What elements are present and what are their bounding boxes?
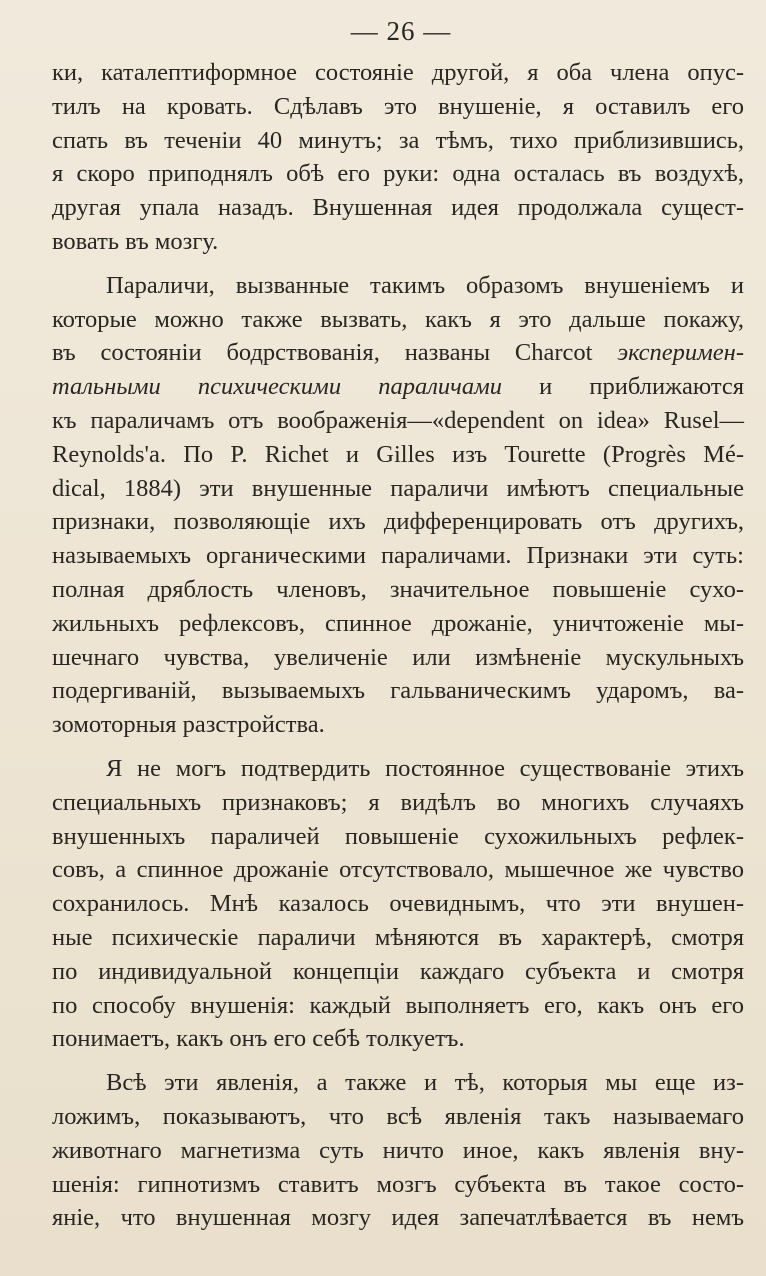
text-run: и приближаются — [501, 373, 744, 401]
paragraph — [52, 1066, 744, 1235]
text-line: понимаетъ, какъ онъ его себѣ толкуетъ. — [52, 1025, 465, 1053]
text-line: къ параличамъ отъ воображенiя—«dependent on idea» Rusel— — [52, 406, 744, 434]
text-line: Всѣ эти явленiя, а также и тѣ, которыя мы еще из- — [106, 1069, 744, 1097]
text-line: по способу внушенiя: каждый выполняетъ его, какъ онъ его — [52, 991, 744, 1019]
paragraph-gap — [52, 742, 744, 752]
text-line: другая упала назадъ. Внушенная идея продолжала сущест- — [52, 194, 744, 222]
text-line: шечнаго чувства, увеличенiе или измѣненiе мускульныхъ — [52, 643, 744, 671]
paragraph — [52, 752, 744, 1056]
text-line: вовать въ мозгу. — [52, 227, 219, 255]
paragraph — [52, 269, 744, 742]
text-line: жильныхъ рефлексовъ, спинное дрожанiе, уничтоженiе мы- — [52, 609, 744, 637]
text-line — [52, 370, 744, 404]
text-line: шенiя: гипнотизмъ ставитъ мозгъ субъекта въ такое состо- — [52, 1170, 744, 1198]
text-line: полная дряблость членовъ, значительное повышенiе сухо- — [52, 575, 744, 603]
text-line: которые можно также вызвать, какъ я это дальше покажу, — [52, 305, 744, 333]
text-line — [52, 336, 744, 370]
text-line: Я не могъ подтвердить постоянное существованiе этихъ — [106, 754, 744, 782]
text-line: внушенныхъ параличей повышенiе сухожильныхъ рефлек- — [52, 822, 744, 850]
text-line: животнаго магнетизма суть ничто иное, какъ явленiя вну- — [52, 1136, 744, 1164]
text-line: ки, каталептиформное состоянiе другой, я оба члена опус- — [52, 59, 744, 86]
text-line: сохранилось. Мнѣ казалось очевиднымъ, что эти внушен- — [52, 890, 744, 918]
text-line: dical, 1884) эти внушенные параличи имѣютъ специальные — [52, 474, 744, 502]
text-line: зомоторныя разстройства. — [52, 711, 325, 739]
text-line: признаки, позволяющiе ихъ дифференцировать отъ другихъ, — [52, 508, 744, 536]
body-text — [52, 56, 744, 1235]
text-line: специальныхъ признаковъ; я видѣлъ во многихъ случаяхъ — [52, 788, 744, 816]
italic-term: тальными психическими параличами — [52, 373, 502, 401]
paragraph — [52, 56, 744, 259]
text-line: называемыхъ органическими параличами. Признаки эти суть: — [52, 542, 744, 570]
text-run: въ состоянiи бодрствованiя, названы Charcot — [52, 339, 618, 367]
text-line: ные психическiе параличи мѣняются въ характерѣ, смотря — [52, 923, 744, 951]
text-line: янiе, что внушенная мозгу идея запечатлѣвается въ немъ — [52, 1204, 744, 1232]
text-line: по индивидуальной концепцiи каждаго субъекта и смотря — [52, 957, 744, 985]
text-line: я скоро приподнялъ обѣ его руки: одна осталась въ воздухѣ, — [52, 160, 744, 188]
text-line: Параличи, вызванные такимъ образомъ внушенiемъ и — [106, 271, 744, 299]
paragraph-gap — [52, 1056, 744, 1066]
text-line: спать въ теченiи 40 минутъ; за тѣмъ, тихо приблизившись, — [52, 126, 744, 154]
page-number: — 26 — — [350, 16, 452, 46]
text-line: совъ, а спинное дрожанiе отсутствовало, мышечное же чувство — [52, 856, 744, 884]
text-line: тилъ на кровать. Сдѣлавъ это внушенiе, я оставилъ его — [52, 92, 744, 120]
text-line: Reynolds'a. По P. Richet и Gilles изъ Tourette (Progrès Mé- — [52, 440, 744, 468]
text-line: подергиванiй, вызываемыхъ гальваническимъ ударомъ, ва- — [52, 677, 744, 705]
text-line: ложимъ, показываютъ, что всѣ явленiя такъ называемаго — [52, 1102, 744, 1130]
italic-term: эксперимен- — [617, 339, 744, 367]
paragraph-gap — [52, 259, 744, 269]
